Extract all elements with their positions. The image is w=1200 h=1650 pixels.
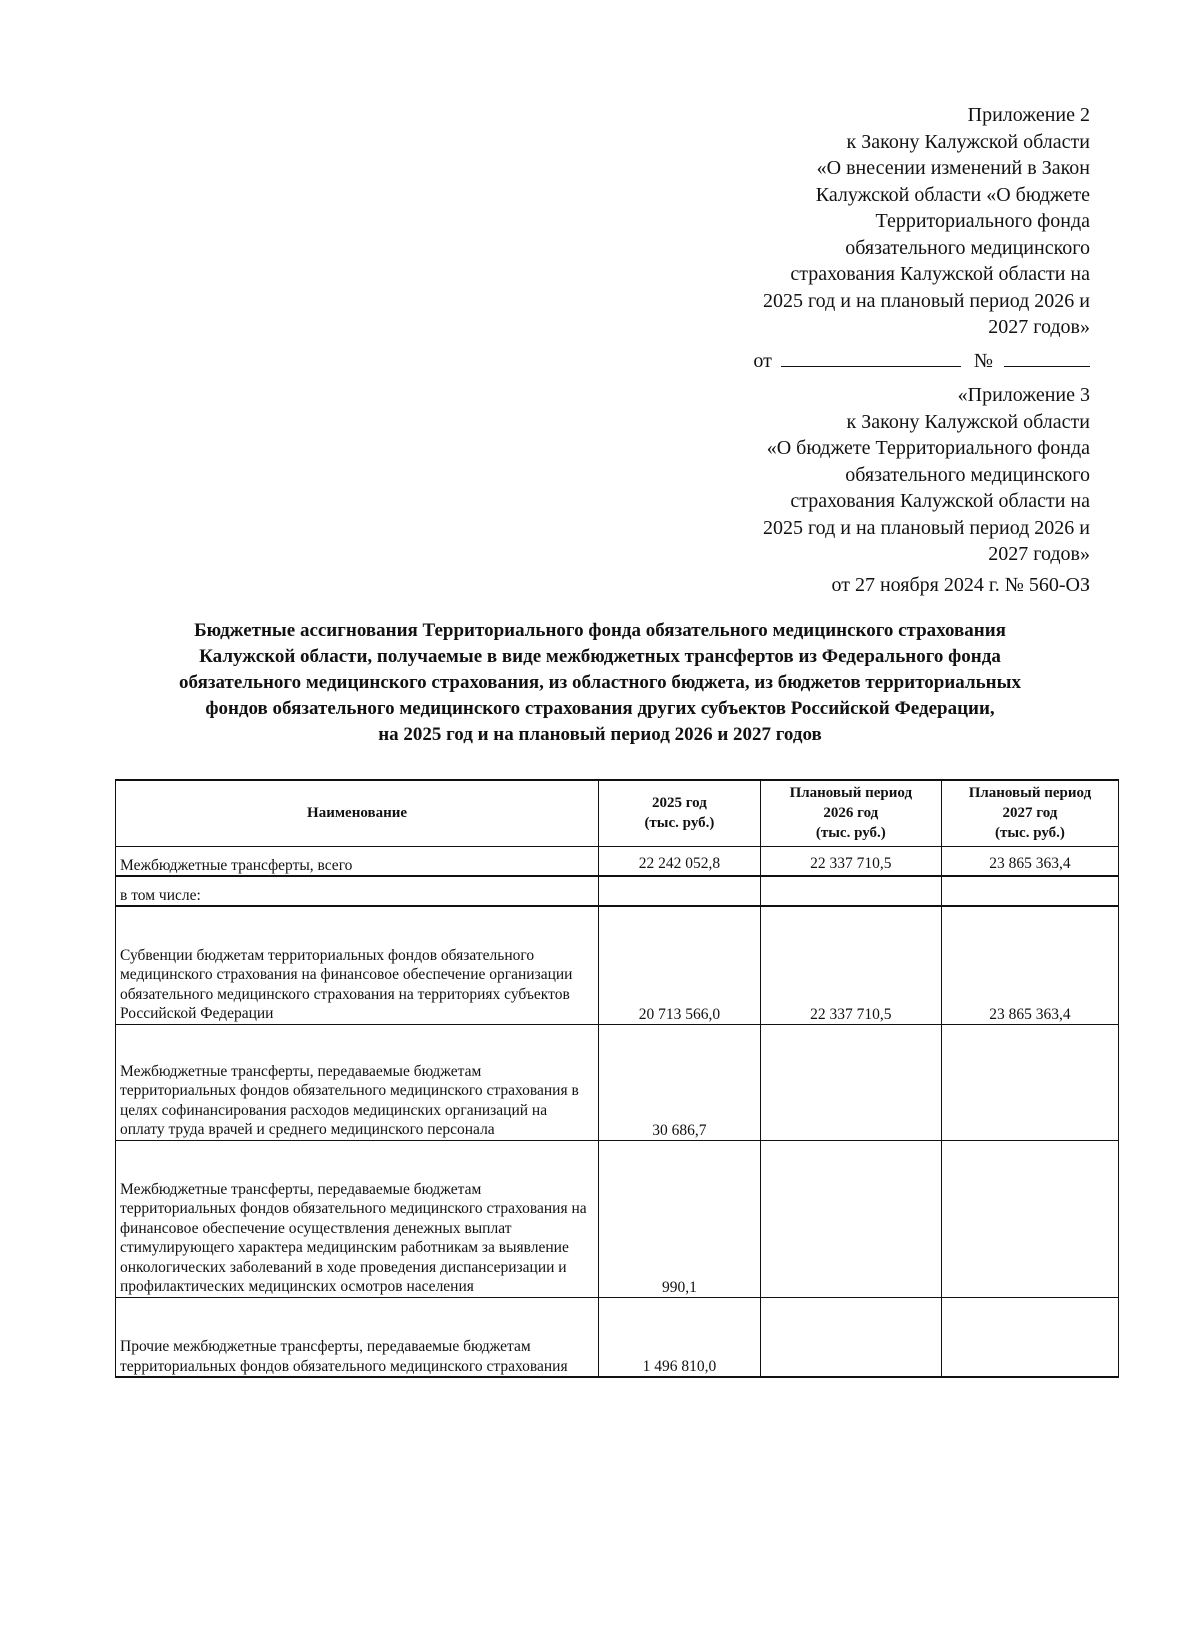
row-name: Межбюджетные трансферты, всего: [116, 846, 599, 876]
number-sign: №: [973, 350, 993, 372]
table-row: [116, 846, 1119, 876]
title-line: Бюджетные ассигнования Территориального фонда обязательного медицинского страхования: [194, 620, 1006, 641]
value-2027: [941, 1024, 1118, 1140]
value-2026: [760, 1024, 941, 1140]
appendix-line: 2027 годов»: [988, 543, 1090, 565]
header-line: (тыс. руб.): [644, 815, 715, 832]
table-row: [116, 906, 1119, 1024]
header-line: Плановый период: [968, 785, 1092, 802]
value-2026: [760, 876, 941, 906]
value-2025: 1 496 810,0: [599, 1297, 761, 1377]
title-line: Калужской области, получаемые в виде межбюджетных трансфертов из Федерального фонда: [199, 646, 1001, 667]
value-2027: 23 865 363,4: [941, 846, 1118, 876]
header-2025: [599, 780, 761, 846]
previous-appendix-header: [670, 382, 1090, 598]
value-2026: [760, 1140, 941, 1297]
appendix-line: к Закону Калужской области: [846, 410, 1090, 433]
value-2025: 990,1: [599, 1140, 761, 1297]
value-2026: [760, 1297, 941, 1377]
appendix-line: к Закону Калужской области: [846, 130, 1090, 153]
header-line: 2025 год: [651, 795, 707, 812]
title-line: на 2025 год и на плановый период 2026 и 2027 годов: [378, 724, 822, 745]
table-row: [116, 1140, 1119, 1297]
header-name: Наименование: [116, 780, 599, 846]
appendix-header: [670, 102, 1090, 341]
row-name: в том числе:: [116, 876, 599, 906]
document-title: [110, 618, 1090, 748]
value-2027: [941, 1297, 1118, 1377]
appendix-line: обязательного медицинского: [845, 463, 1090, 486]
appendix-line: «Приложение 3: [957, 384, 1090, 406]
value-2027: [941, 876, 1118, 906]
appendix-line: обязательного медицинского: [845, 236, 1090, 259]
value-2027: [941, 1140, 1118, 1297]
appendix-line: страхования Калужской области на: [790, 490, 1090, 512]
appendix-line: страхования Калужской области на: [790, 263, 1090, 285]
table-row: [116, 1297, 1119, 1377]
row-name: Межбюджетные трансферты, передаваемые бюджетам территориальных фондов обязательного медицинского страхования на финансовое обеспечение осуществления денежных выплат стимулирующего характера медицинским работникам за выявление онкологических заболеваний в ходе проведения диспансеризации и профилактических медицинских осмотров населения: [116, 1140, 599, 1297]
value-2025: [599, 876, 761, 906]
row-name: Субвенции бюджетам территориальных фондов обязательного медицинского страхования на финансовое обеспечение организации обязательного медицинского страхования на территориях субъектов Российской Федерации: [116, 906, 599, 1024]
law-date-line: от 27 ноября 2024 г. № 560-ОЗ: [831, 573, 1090, 596]
value-2026: 22 337 710,5: [760, 846, 941, 876]
number-blank-field: [1004, 348, 1090, 367]
header-line: 2026 год: [823, 805, 879, 822]
date-prefix: от: [753, 350, 772, 372]
header-line: 2027 год: [1002, 805, 1058, 822]
value-2026: 22 337 710,5: [760, 906, 941, 1024]
header-line: Плановый период: [789, 785, 913, 802]
header-line: (тыс. руб.): [815, 825, 886, 842]
budget-table: [115, 779, 1119, 1378]
value-2027: 23 865 363,4: [941, 906, 1118, 1024]
value-2025: 30 686,7: [599, 1024, 761, 1140]
appendix-line: 2027 годов»: [988, 316, 1090, 338]
value-2025: 22 242 052,8: [599, 846, 761, 876]
title-line: фондов обязательного медицинского страхования других субъектов Российской Федерации,: [205, 698, 995, 719]
table-row: [116, 1024, 1119, 1140]
header-line: (тыс. руб.): [994, 825, 1065, 842]
appendix-line: Приложение 2: [967, 104, 1090, 126]
value-2025: 20 713 566,0: [599, 906, 761, 1024]
appendix-line: «О бюджете Территориального фонда: [766, 437, 1090, 459]
table-header-row: [116, 780, 1119, 846]
header-2026: [760, 780, 941, 846]
title-line: обязательного медицинского страхования, из областного бюджета, из бюджетов территориальных: [179, 672, 1021, 693]
row-name: Межбюджетные трансферты, передаваемые бюджетам территориальных фондов обязательного медицинского страхования в целях софинансирования расходов медицинских организаций на оплату труда врачей и среднего медицинского персонала: [116, 1024, 599, 1140]
appendix-line: 2025 год и на плановый период 2026 и: [762, 516, 1090, 539]
appendix-line: Калужской области «О бюджете: [815, 183, 1090, 206]
date-number-line: [670, 348, 1090, 373]
appendix-line: Территориального фонда: [875, 210, 1090, 232]
row-name: Прочие межбюджетные трансферты, передаваемые бюджетам территориальных фондов обязательного медицинского страхования: [116, 1297, 599, 1377]
appendix-line: 2025 год и на плановый период 2026 и: [762, 289, 1090, 312]
appendix-line: «О внесении изменений в Закон: [816, 157, 1090, 179]
header-2027: [941, 780, 1118, 846]
date-blank-field: [781, 348, 961, 367]
table-row: [116, 876, 1119, 906]
